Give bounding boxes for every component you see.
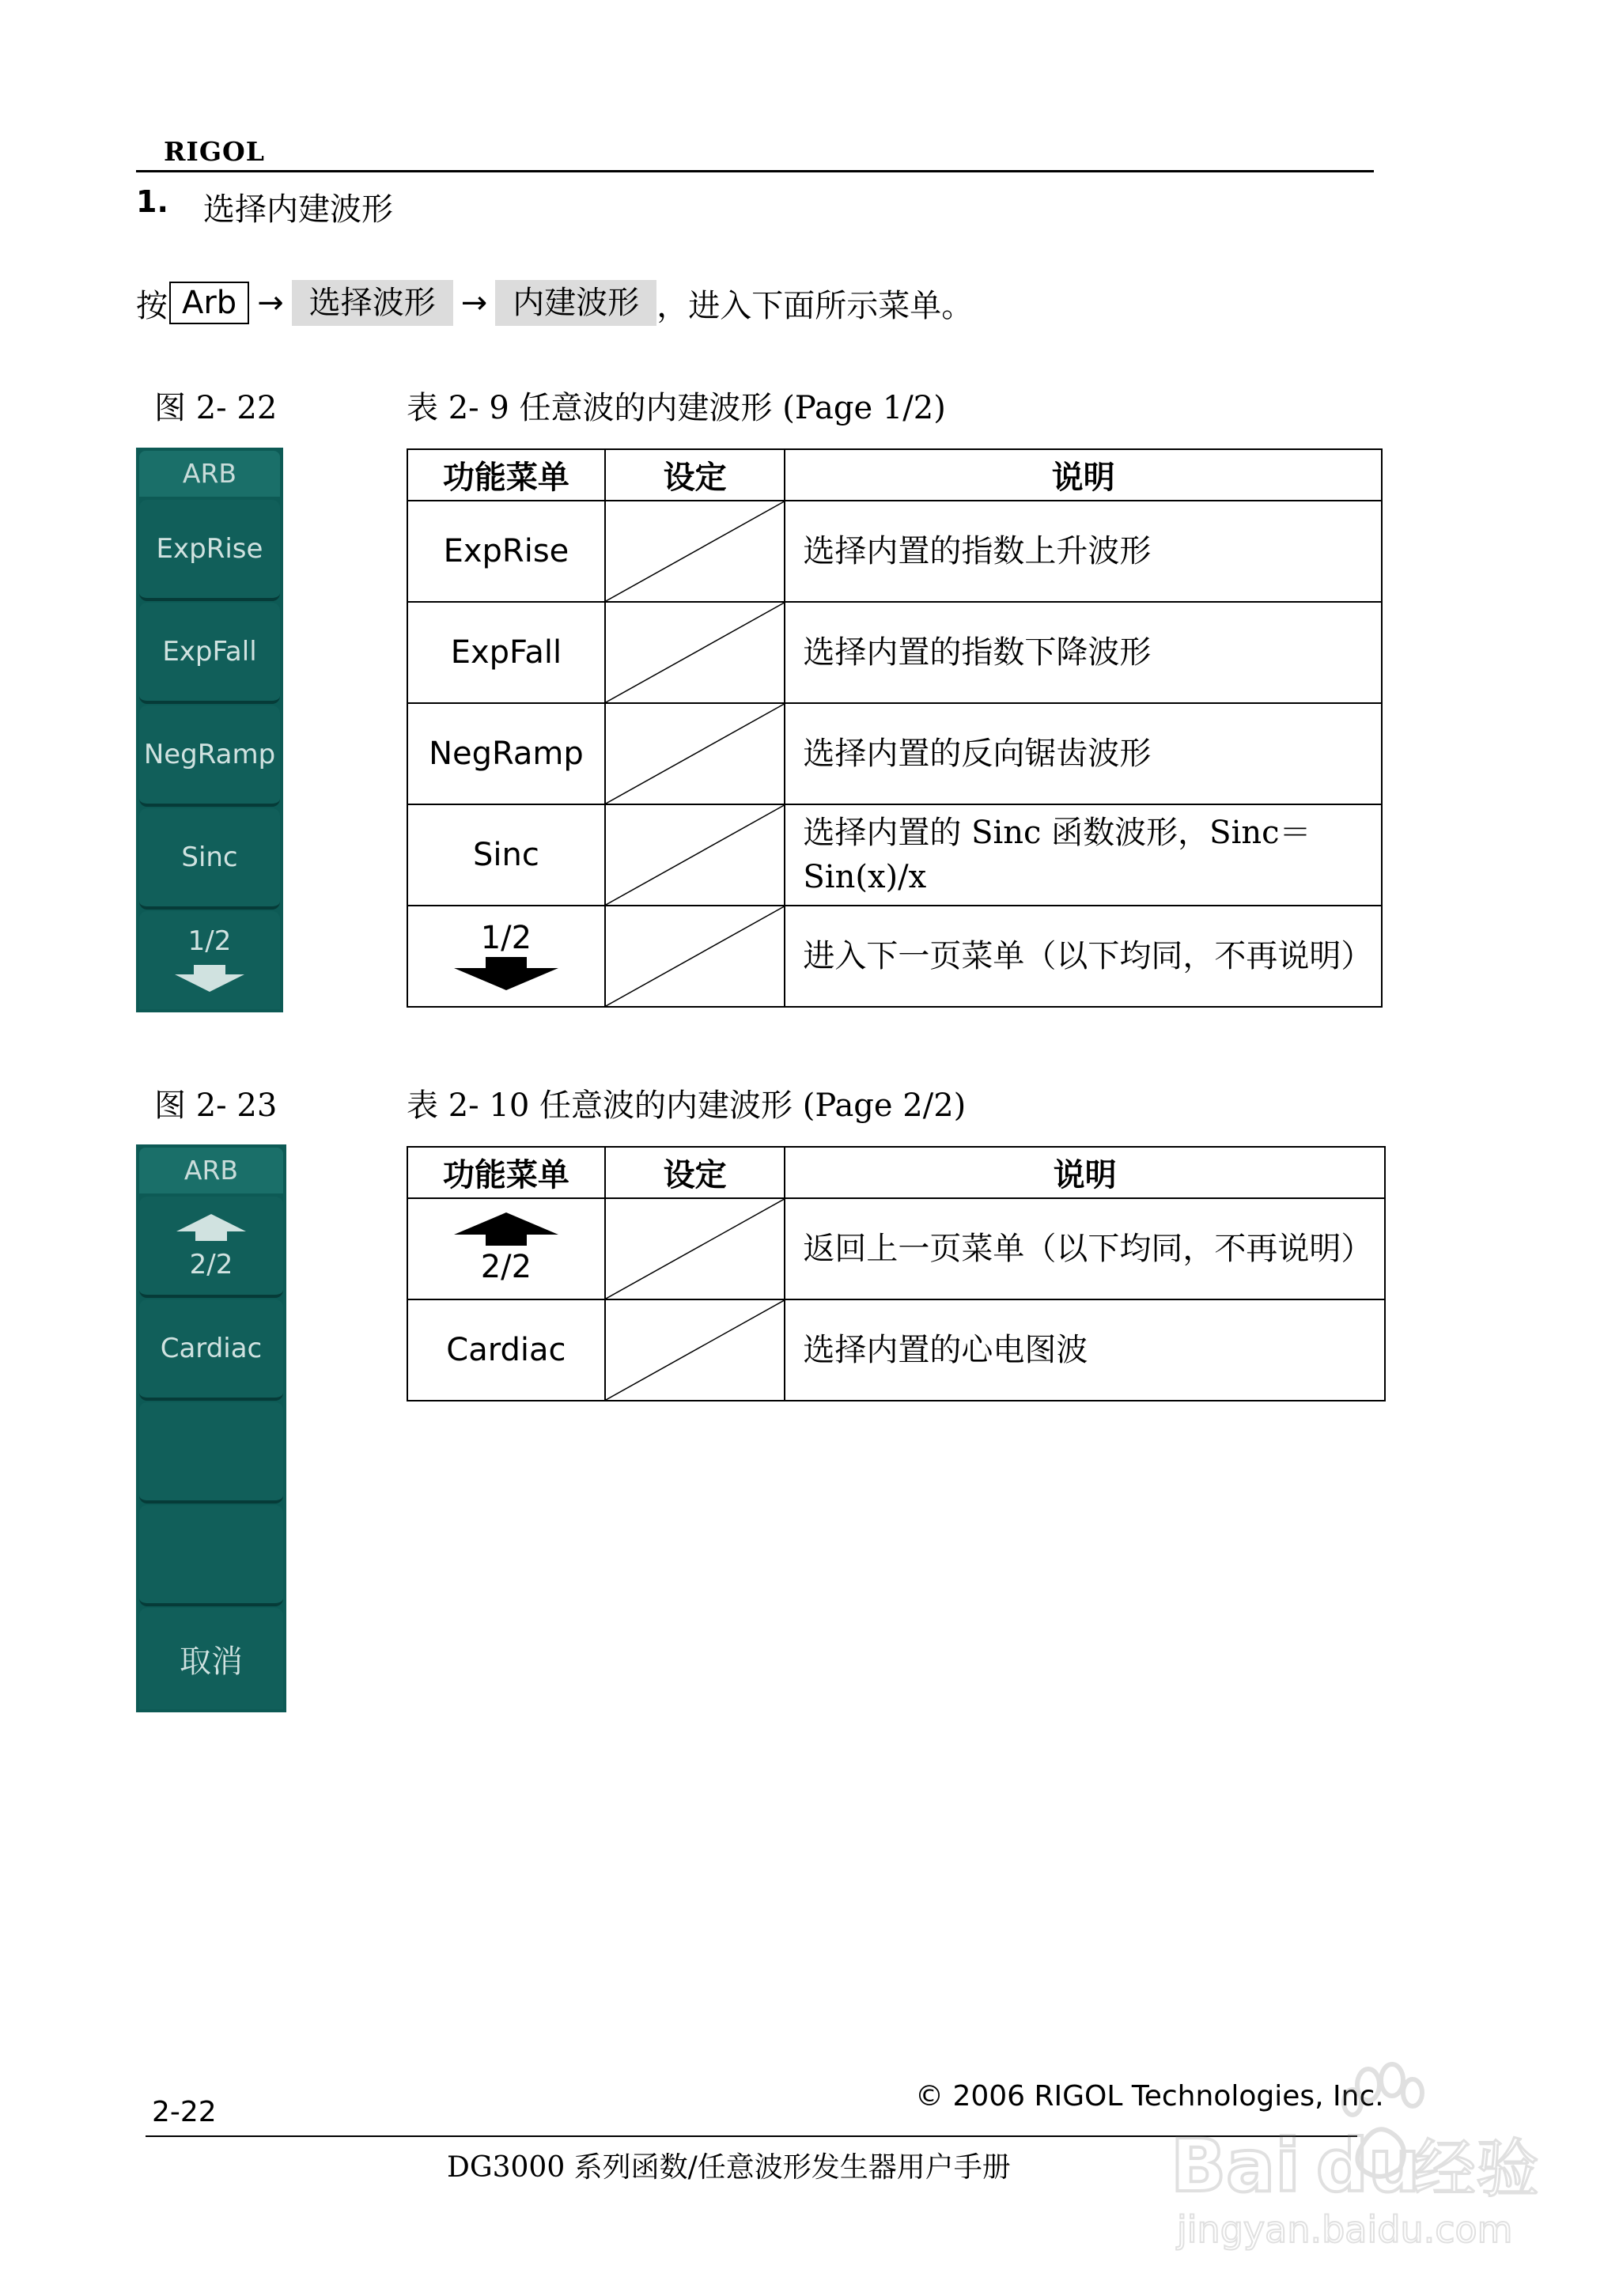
setting-cell-empty bbox=[605, 1198, 785, 1299]
softkey-select-waveform: 选择波形 bbox=[292, 280, 453, 326]
column-header-menu: 功能菜单 bbox=[407, 449, 605, 501]
column-header-desc: 说明 bbox=[785, 449, 1382, 501]
arrow-down-icon bbox=[451, 955, 562, 992]
column-header-setting: 设定 bbox=[605, 449, 785, 501]
setting-cell-empty bbox=[605, 804, 785, 906]
menu-key-blank bbox=[139, 1505, 283, 1606]
menu-cell: ExpRise bbox=[407, 501, 605, 602]
menu-key-label: 1/2 bbox=[187, 925, 232, 957]
desc-cell: 进入下一页菜单（以下均同，不再说明） bbox=[785, 906, 1382, 1007]
menu-header: ARB bbox=[139, 1148, 283, 1193]
table-row bbox=[407, 906, 1382, 1007]
section-title: 选择内建波形 bbox=[203, 191, 393, 228]
table-row bbox=[407, 602, 1382, 703]
page-indicator: 1/2 bbox=[480, 920, 532, 956]
menu-key-exprise[interactable]: ExpRise bbox=[139, 500, 280, 601]
desc-cell: 选择内置的指数上升波形 bbox=[785, 501, 1382, 602]
svg-text:Bai: Bai bbox=[1171, 2124, 1300, 2208]
menu-cell: Cardiac bbox=[407, 1299, 605, 1401]
figure-caption: 图 2- 22 bbox=[154, 390, 278, 426]
arrow-up-icon bbox=[173, 1211, 249, 1243]
menu-cell: NegRamp bbox=[407, 703, 605, 804]
instruction-line bbox=[136, 279, 973, 327]
arrow-icon: → bbox=[460, 285, 488, 321]
table-row bbox=[407, 1299, 1385, 1401]
table-caption: 表 2- 9 任意波的内建波形 (Page 1/2) bbox=[407, 390, 946, 426]
svg-text:经验: 经验 bbox=[1413, 2132, 1539, 2206]
desc-cell: 选择内置的反向锯齿波形 bbox=[785, 703, 1382, 804]
menu-header: ARB bbox=[139, 451, 280, 497]
desc-cell: 选择内置的 Sinc 函数波形，Sinc＝Sin(x)/x bbox=[785, 804, 1382, 906]
softkey-builtin-waveform: 内建波形 bbox=[495, 280, 656, 326]
menu-key-label: 2/2 bbox=[189, 1249, 233, 1280]
table-row bbox=[407, 703, 1382, 804]
builtin-waveform-table-page2 bbox=[407, 1146, 1386, 1401]
desc-cell: 选择内置的心电图波 bbox=[785, 1299, 1385, 1401]
footer-copyright: © 2006 RIGOL Technologies, Inc. bbox=[915, 2080, 1384, 2113]
instruction-prefix: 按 bbox=[136, 287, 168, 324]
menu-cell: Sinc bbox=[407, 804, 605, 906]
menu-cell: ExpFall bbox=[407, 602, 605, 703]
menu-cell-next-page bbox=[407, 906, 605, 1007]
section-number: 1. bbox=[136, 184, 168, 219]
menu-key-sinc[interactable]: Sinc bbox=[139, 808, 280, 910]
arb-menu-panel-page2 bbox=[136, 1144, 286, 1712]
instruction-suffix: ，进入下面所示菜单。 bbox=[656, 287, 974, 324]
svg-text:du: du bbox=[1316, 2124, 1421, 2208]
menu-key-cancel[interactable]: 取消 bbox=[139, 1608, 283, 1709]
arrow-down-icon bbox=[172, 963, 248, 995]
footer-manual-title: DG3000 系列函数/任意波形发生器用户手册 bbox=[447, 2151, 1011, 2184]
header-rule bbox=[136, 170, 1374, 172]
arb-key: Arb bbox=[169, 282, 249, 324]
table-row bbox=[407, 1198, 1385, 1299]
setting-cell-empty bbox=[605, 602, 785, 703]
footer-page-number: 2-22 bbox=[152, 2096, 217, 2128]
arrow-icon: → bbox=[257, 285, 284, 321]
menu-key-prev-page[interactable] bbox=[139, 1197, 283, 1298]
menu-key-expfall[interactable]: ExpFall bbox=[139, 603, 280, 704]
figure-caption: 图 2- 23 bbox=[154, 1087, 278, 1124]
setting-cell-empty bbox=[605, 906, 785, 1007]
svg-text:jingyan.baidu.com: jingyan.baidu.com bbox=[1177, 2208, 1513, 2251]
table-row bbox=[407, 501, 1382, 602]
setting-cell-empty bbox=[605, 1299, 785, 1401]
setting-cell-empty bbox=[605, 703, 785, 804]
arb-menu-panel-page1 bbox=[136, 448, 283, 1012]
column-header-desc: 说明 bbox=[785, 1147, 1385, 1198]
table-caption: 表 2- 10 任意波的内建波形 (Page 2/2) bbox=[407, 1087, 967, 1124]
desc-cell: 返回上一页菜单（以下均同，不再说明） bbox=[785, 1198, 1385, 1299]
table-row bbox=[407, 804, 1382, 906]
menu-key-blank bbox=[139, 1402, 283, 1504]
page-indicator: 2/2 bbox=[480, 1249, 532, 1285]
menu-key-next-page[interactable] bbox=[139, 911, 280, 1009]
column-header-menu: 功能菜单 bbox=[407, 1147, 605, 1198]
desc-cell: 选择内置的指数下降波形 bbox=[785, 602, 1382, 703]
baidu-watermark-logo bbox=[1161, 2056, 1541, 2262]
setting-cell-empty bbox=[605, 501, 785, 602]
menu-key-negramp[interactable]: NegRamp bbox=[139, 705, 280, 807]
brand-logo-text: RIGOL bbox=[164, 136, 265, 167]
menu-cell-prev-page bbox=[407, 1198, 605, 1299]
column-header-setting: 设定 bbox=[605, 1147, 785, 1198]
menu-key-cardiac[interactable]: Cardiac bbox=[139, 1299, 283, 1401]
builtin-waveform-table-page1 bbox=[407, 448, 1383, 1008]
arrow-up-icon bbox=[451, 1211, 562, 1247]
